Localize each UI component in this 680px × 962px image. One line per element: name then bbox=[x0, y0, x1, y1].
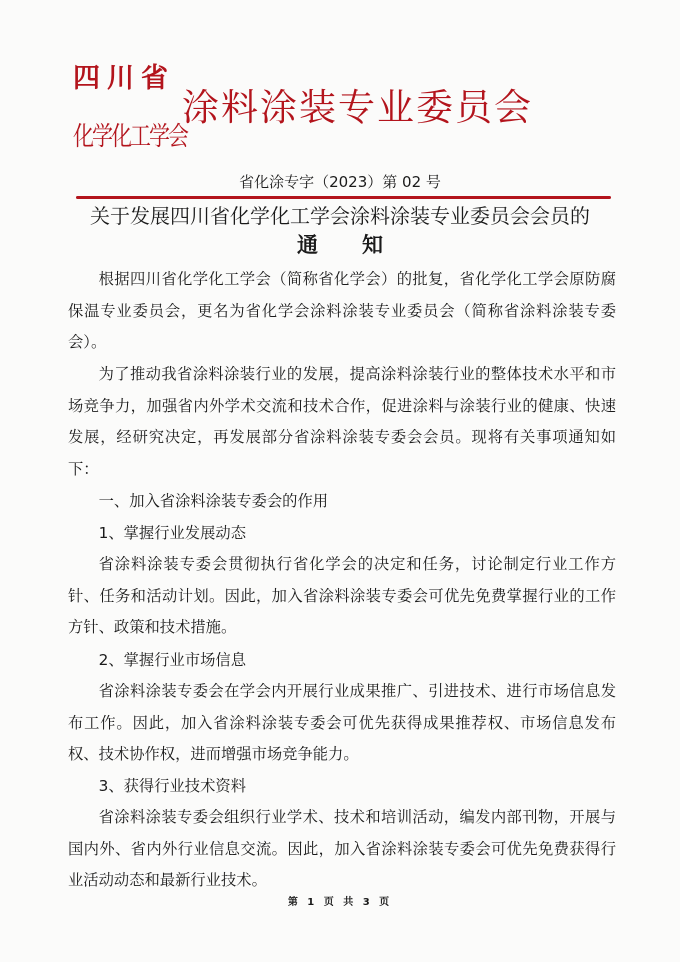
subsection-heading-1: 1、掌握行业发展动态 bbox=[98, 524, 246, 542]
paragraph-section-3: 省涂料涂装专委会组织行业学术、技术和培训活动，编发内部刊物，开展与国内外、省内外行业信息交流。因此，加入省涂料涂装专委会可优先免费获得行业活动动态和最新行业技术。 bbox=[68, 808, 616, 889]
subsection-heading-3: 3、获得行业技术资料 bbox=[98, 777, 246, 795]
page-number-footer: 第 1 页 共 3 页 bbox=[287, 897, 393, 908]
paragraph-section-2: 省涂料涂装专委会在学会内开展行业成果推广、引进技术、进行市场信息发布工作。因此，加入省涂料涂装专委会可优先获得成果推荐权、市场信息发布权、技术协作权，进而增强市场竞争能力。 bbox=[68, 682, 616, 763]
document-number: 省化涂专字（2023）第 02 号 bbox=[239, 173, 441, 191]
notice-subtitle: 通知 bbox=[297, 233, 427, 257]
subsection-heading-2: 2、掌握行业市场信息 bbox=[98, 651, 246, 669]
notice-title: 关于发展四川省化学化工学会涂料涂装专业委员会会员的 bbox=[90, 204, 590, 228]
paragraph-purpose: 为了推动我省涂料涂装行业的发展，提高涂料涂装行业的整体技术水平和市场竞争力，加强省内外学术交流和技术合作，促进涂料与涂装行业的健康、快速发展，经研究决定，再发展部分省涂料涂装专委会会员。现将有关事项通知如下： bbox=[68, 365, 616, 478]
org-name-province: 四川省 bbox=[73, 63, 175, 94]
red-divider-line bbox=[76, 196, 611, 199]
committee-title: 涂料涂装专业委员会 bbox=[182, 86, 533, 129]
org-name-society: 化学化工学会 bbox=[73, 121, 187, 152]
paragraph-intro: 根据四川省化学化工学会（简称省化学会）的批复，省化学化工学会原防腐保温专业委员会，更名为省化学会涂料涂装专业委员会（简称省涂料涂装专委会）。 bbox=[68, 270, 616, 351]
section-heading: 一、加入省涂料涂装专委会的作用 bbox=[98, 492, 329, 510]
paragraph-section-1: 省涂料涂装专委会贯彻执行省化学会的决定和任务，讨论制定行业工作方针、任务和活动计划。因此，加入省涂料涂装专委会可优先免费掌握行业的工作方针、政策和技术措施。 bbox=[68, 555, 616, 636]
